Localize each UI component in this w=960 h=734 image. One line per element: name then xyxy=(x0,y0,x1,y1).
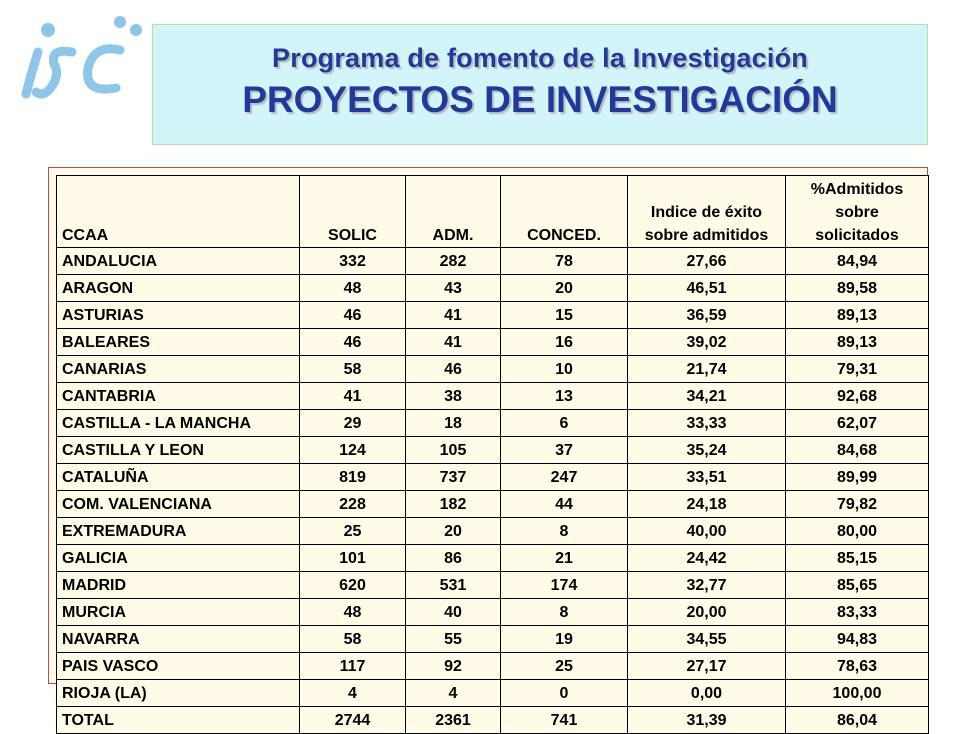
cell-adm: 282 xyxy=(406,248,501,275)
cell-indice: 33,33 xyxy=(628,410,786,437)
cell-solic: 46 xyxy=(300,329,406,356)
cell-conced: 0 xyxy=(501,680,628,707)
cell-conced: 6 xyxy=(501,410,628,437)
cell-ccaa: PAIS VASCO xyxy=(57,653,300,680)
table-row xyxy=(57,626,929,653)
cell-solic: 819 xyxy=(300,464,406,491)
cell-pct: 78,63 xyxy=(786,653,929,680)
table-row xyxy=(57,680,929,707)
cell-solic: 58 xyxy=(300,356,406,383)
cell-adm: 2361 xyxy=(406,707,501,734)
cell-pct: 62,07 xyxy=(786,410,929,437)
cell-solic: 29 xyxy=(300,410,406,437)
cell-ccaa: RIOJA (LA) xyxy=(57,680,300,707)
cell-pct: 84,94 xyxy=(786,248,929,275)
page-title: PROYECTOS DE INVESTIGACIÓN xyxy=(242,79,838,120)
cell-ccaa: COM. VALENCIANA xyxy=(57,491,300,518)
cell-conced: 741 xyxy=(501,707,628,734)
cell-pct: 85,65 xyxy=(786,572,929,599)
cell-pct: 89,58 xyxy=(786,275,929,302)
cell-indice: 21,74 xyxy=(628,356,786,383)
cell-indice: 35,24 xyxy=(628,437,786,464)
cell-indice: 40,00 xyxy=(628,518,786,545)
header-ccaa: CCAA xyxy=(57,176,300,248)
cell-solic: 2744 xyxy=(300,707,406,734)
cell-conced: 16 xyxy=(501,329,628,356)
cell-solic: 332 xyxy=(300,248,406,275)
header-pct-admitidos: %Admitidos sobre solicitados xyxy=(786,176,929,248)
cell-indice: 39,02 xyxy=(628,329,786,356)
cell-pct: 92,68 xyxy=(786,383,929,410)
cell-conced: 247 xyxy=(501,464,628,491)
cell-solic: 124 xyxy=(300,437,406,464)
cell-pct: 79,31 xyxy=(786,356,929,383)
program-title: Programa de fomento de la Investigación xyxy=(272,43,808,73)
header-solic: SOLIC xyxy=(300,176,406,248)
table-row xyxy=(57,329,929,356)
cell-pct: 85,15 xyxy=(786,545,929,572)
table-row xyxy=(57,356,929,383)
cell-conced: 8 xyxy=(501,599,628,626)
cell-pct: 94,83 xyxy=(786,626,929,653)
cell-solic: 48 xyxy=(300,599,406,626)
cell-ccaa: ASTURIAS xyxy=(57,302,300,329)
cell-solic: 58 xyxy=(300,626,406,653)
cell-conced: 78 xyxy=(501,248,628,275)
cell-ccaa: CASTILLA - LA MANCHA xyxy=(57,410,300,437)
header-indice: Indice de éxito sobre admitidos xyxy=(628,176,786,248)
cell-pct: 89,13 xyxy=(786,302,929,329)
table-row xyxy=(57,491,929,518)
table-row xyxy=(57,572,929,599)
cell-indice: 27,66 xyxy=(628,248,786,275)
table-row xyxy=(57,437,929,464)
cell-adm: 40 xyxy=(406,599,501,626)
cell-solic: 41 xyxy=(300,383,406,410)
cell-ccaa: CANTABRIA xyxy=(57,383,300,410)
cell-indice: 24,18 xyxy=(628,491,786,518)
cell-pct: 84,68 xyxy=(786,437,929,464)
cell-adm: 46 xyxy=(406,356,501,383)
cell-conced: 13 xyxy=(501,383,628,410)
header-adm: ADM. xyxy=(406,176,501,248)
cell-solic: 101 xyxy=(300,545,406,572)
cell-indice: 36,59 xyxy=(628,302,786,329)
table-row xyxy=(57,599,929,626)
table-row xyxy=(57,248,929,275)
cell-adm: 20 xyxy=(406,518,501,545)
cell-pct: 89,13 xyxy=(786,329,929,356)
cell-ccaa: TOTAL xyxy=(57,707,300,734)
table-row xyxy=(57,410,929,437)
cell-adm: 182 xyxy=(406,491,501,518)
cell-conced: 25 xyxy=(501,653,628,680)
table-row xyxy=(57,653,929,680)
cell-adm: 105 xyxy=(406,437,501,464)
cell-conced: 15 xyxy=(501,302,628,329)
cell-conced: 44 xyxy=(501,491,628,518)
cell-ccaa: NAVARRA xyxy=(57,626,300,653)
cell-adm: 41 xyxy=(406,302,501,329)
cell-conced: 19 xyxy=(501,626,628,653)
cell-indice: 31,39 xyxy=(628,707,786,734)
cell-ccaa: MADRID xyxy=(57,572,300,599)
cell-conced: 37 xyxy=(501,437,628,464)
cell-pct: 100,00 xyxy=(786,680,929,707)
cell-solic: 228 xyxy=(300,491,406,518)
cell-pct: 89,99 xyxy=(786,464,929,491)
cell-adm: 531 xyxy=(406,572,501,599)
cell-indice: 34,21 xyxy=(628,383,786,410)
cell-adm: 92 xyxy=(406,653,501,680)
cell-indice: 20,00 xyxy=(628,599,786,626)
cell-indice: 27,17 xyxy=(628,653,786,680)
cell-conced: 8 xyxy=(501,518,628,545)
cell-adm: 4 xyxy=(406,680,501,707)
table-row xyxy=(57,707,929,734)
cell-conced: 21 xyxy=(501,545,628,572)
cell-ccaa: EXTREMADURA xyxy=(57,518,300,545)
cell-indice: 0,00 xyxy=(628,680,786,707)
cell-ccaa: CASTILLA Y LEON xyxy=(57,437,300,464)
cell-pct: 79,82 xyxy=(786,491,929,518)
table-row xyxy=(57,545,929,572)
cell-pct: 80,00 xyxy=(786,518,929,545)
table-row xyxy=(57,275,929,302)
cell-pct: 86,04 xyxy=(786,707,929,734)
cell-adm: 86 xyxy=(406,545,501,572)
cell-ccaa: CANARIAS xyxy=(57,356,300,383)
cell-ccaa: ANDALUCIA xyxy=(57,248,300,275)
cell-conced: 10 xyxy=(501,356,628,383)
cell-indice: 24,42 xyxy=(628,545,786,572)
cell-adm: 38 xyxy=(406,383,501,410)
isc-logo xyxy=(8,8,148,108)
cell-adm: 43 xyxy=(406,275,501,302)
cell-pct: 83,33 xyxy=(786,599,929,626)
cell-adm: 18 xyxy=(406,410,501,437)
cell-ccaa: BALEARES xyxy=(57,329,300,356)
cell-solic: 25 xyxy=(300,518,406,545)
cell-solic: 117 xyxy=(300,653,406,680)
table-row xyxy=(57,383,929,410)
cell-ccaa: CATALUÑA xyxy=(57,464,300,491)
header-conced: CONCED. xyxy=(501,176,628,248)
cell-adm: 55 xyxy=(406,626,501,653)
table-row xyxy=(57,302,929,329)
cell-solic: 620 xyxy=(300,572,406,599)
cell-indice: 33,51 xyxy=(628,464,786,491)
cell-ccaa: GALICIA xyxy=(57,545,300,572)
cell-adm: 737 xyxy=(406,464,501,491)
title-box xyxy=(152,24,928,145)
cell-indice: 46,51 xyxy=(628,275,786,302)
cell-conced: 20 xyxy=(501,275,628,302)
cell-conced: 174 xyxy=(501,572,628,599)
cell-indice: 34,55 xyxy=(628,626,786,653)
table-row xyxy=(57,464,929,491)
cell-indice: 32,77 xyxy=(628,572,786,599)
projects-table xyxy=(56,175,929,734)
cell-adm: 41 xyxy=(406,329,501,356)
cell-ccaa: MURCIA xyxy=(57,599,300,626)
cell-solic: 4 xyxy=(300,680,406,707)
cell-solic: 46 xyxy=(300,302,406,329)
cell-solic: 48 xyxy=(300,275,406,302)
cell-ccaa: ARAGON xyxy=(57,275,300,302)
table-row xyxy=(57,518,929,545)
table-header-row xyxy=(57,176,929,248)
